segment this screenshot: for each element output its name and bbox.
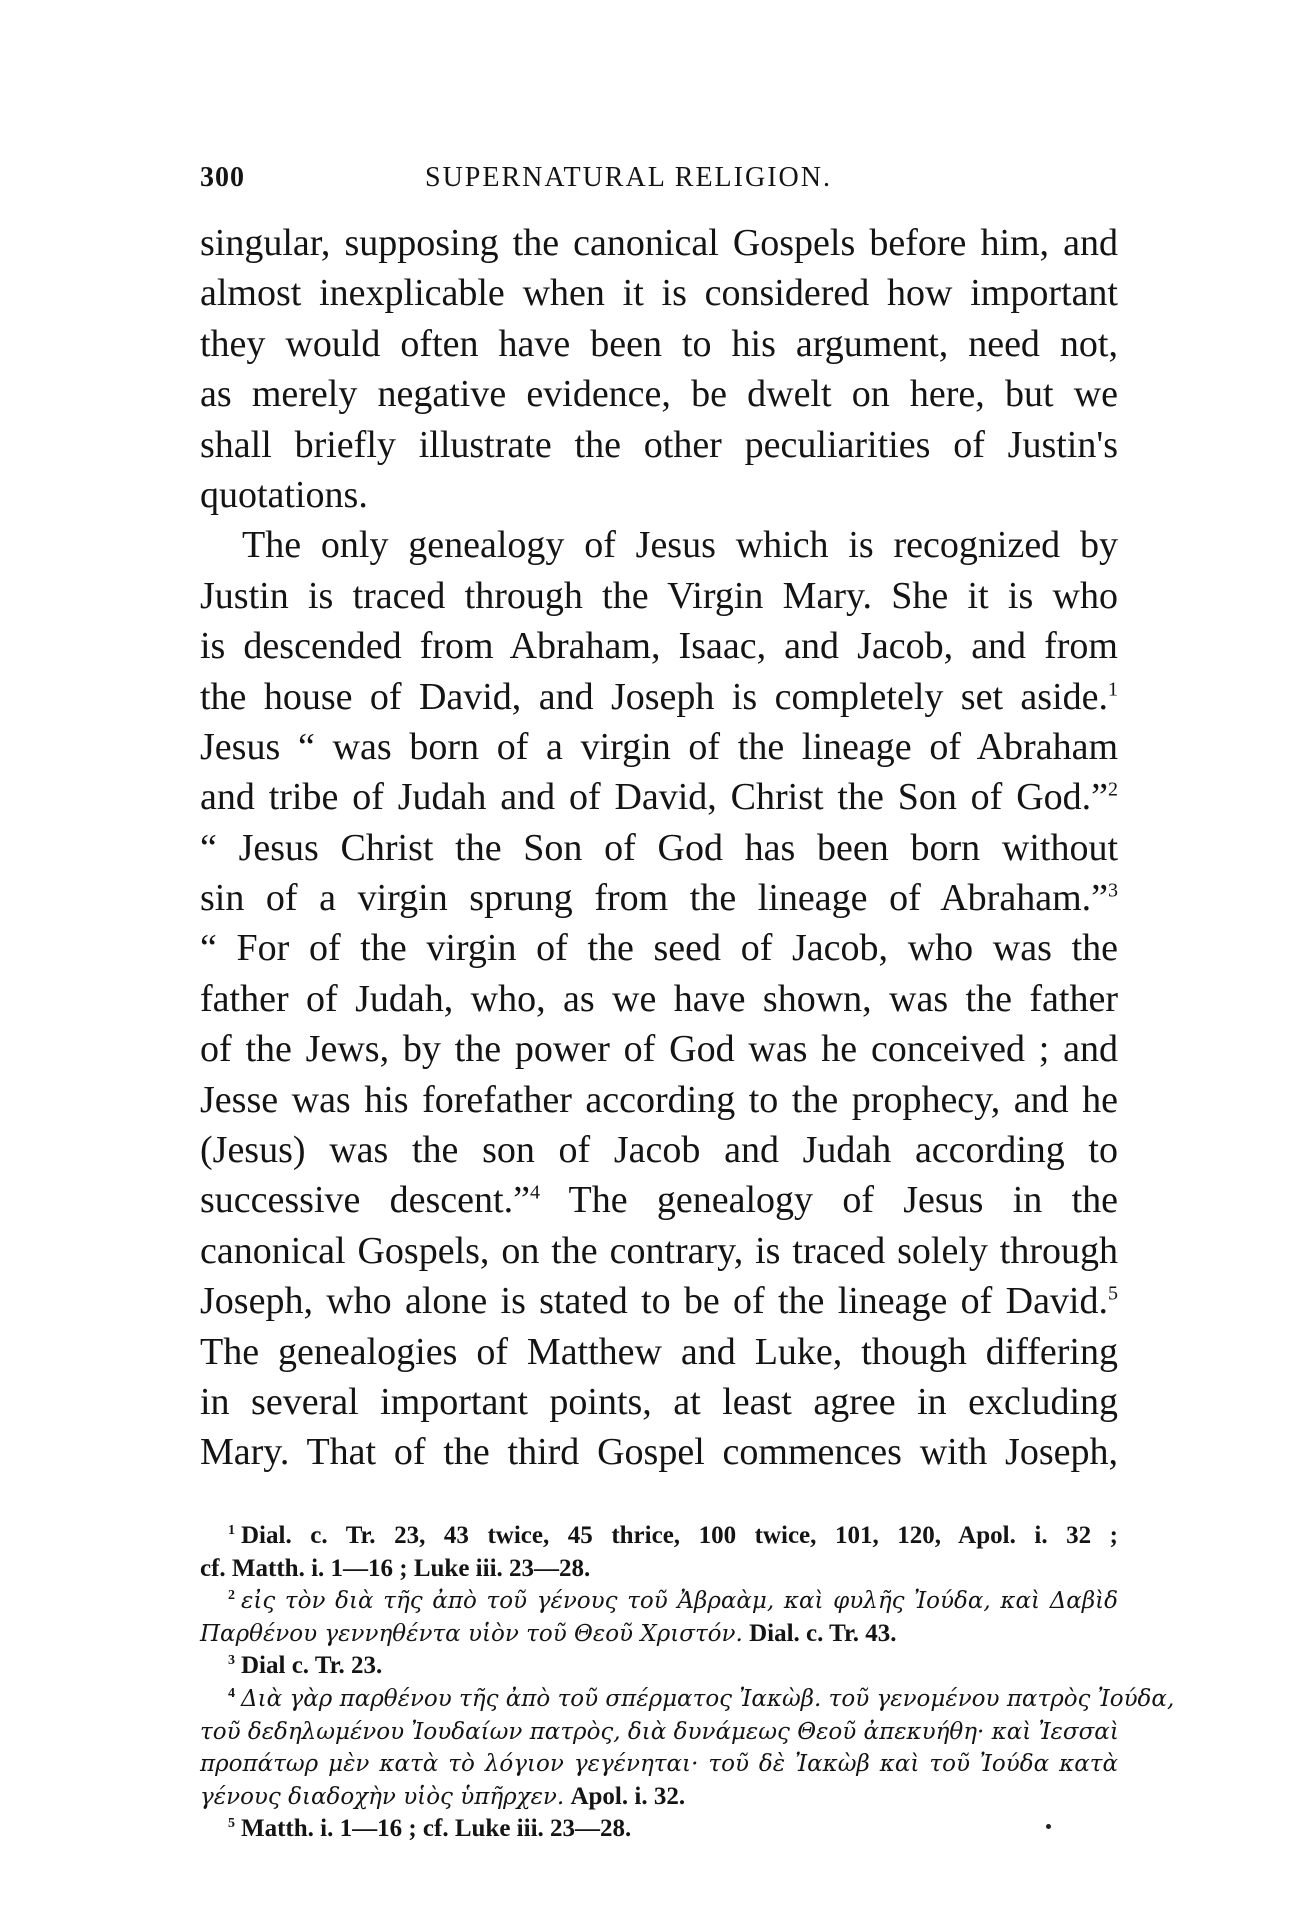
- footnote-mark: 4: [228, 1685, 235, 1701]
- footnotes: [200, 1520, 1175, 1846]
- footnote-greek-text: γένους διαδοχὴν υἱὸς ὑπῆρχεν.: [200, 1783, 565, 1810]
- text-line: quotations.: [200, 473, 368, 516]
- footnote-4-cont: [200, 1748, 1118, 1781]
- footnote-4: [200, 1683, 1175, 1716]
- text-line: canonical Gospels, on the contrary, is traced solely through: [200, 1229, 1118, 1272]
- footnote-mark: 2: [228, 1587, 235, 1603]
- text-line: [200, 772, 1118, 822]
- text-line: The genealogies of Matthew and Luke, though differing: [200, 1330, 1118, 1373]
- line-text: sin of a virgin sprung from the lineage of Abraham.”: [200, 877, 1108, 920]
- page-number: 300: [200, 162, 245, 193]
- text-line: (Jesus) was the son of Jacob and Judah according to: [200, 1129, 1118, 1172]
- footnote-mark: 1: [228, 1522, 235, 1538]
- footnote-ref-5: 5: [1108, 1282, 1118, 1305]
- text-line: as merely negative evidence, be dwelt on here, but we: [200, 373, 1118, 416]
- footnote-3: [200, 1650, 1118, 1683]
- footnote-1: [200, 1520, 1118, 1553]
- text-line: [200, 1175, 1118, 1225]
- footnote-ref-text: Apol. i. 32.: [564, 1782, 686, 1810]
- text-line: singular, supposing the canonical Gospels before him, and: [200, 222, 1118, 264]
- text-line: father of Judah, who, as we have shown, was the father: [200, 977, 1118, 1020]
- text-line: “ Jesus Christ the Son of God has been born without: [200, 826, 1118, 869]
- footnote-text: Dial. c. Tr. 23, 43 twice, 45 thrice, 100 twice, 101, 120, Apol. i. 32 ;: [241, 1522, 1118, 1549]
- footnote-text: Matth. i. 1—16 ; cf. Luke iii. 23—28.: [241, 1815, 632, 1843]
- text-line: they would often have been to his argument, need not,: [200, 322, 1118, 365]
- footnote-ref-2: 2: [1108, 778, 1118, 801]
- text-line: Justin is traced through the Virgin Mary. She it is who: [200, 574, 1118, 617]
- text-line: Mary. That of the third Gospel commences with Joseph,: [200, 1431, 1118, 1474]
- footnote-greek-text: Διὰ γὰρ παρθένου τῆς ἀπὸ τοῦ σπέρματος Ἰακὼβ. τοῦ γενομένου πατρὸς Ἰούδα,: [241, 1685, 1175, 1712]
- text-line: Jesse was his forefather according to the prophecy, and he: [200, 1078, 1118, 1121]
- footnote-mark: 5: [228, 1816, 235, 1832]
- footnote-2: [200, 1585, 1118, 1618]
- text-line: in several important points, at least agree in excluding: [200, 1380, 1118, 1423]
- line-text: Joseph, who alone is stated to be of the lineage of David.: [200, 1280, 1108, 1323]
- text-line: [200, 672, 1118, 722]
- running-head: SUPERNATURAL RELIGION.: [425, 162, 832, 193]
- footnote-4-cont: [200, 1716, 1118, 1749]
- footnote-greek-text: Παρθένου γεννηθέντα υἱὸν τοῦ Θεοῦ Χριστόν.: [200, 1620, 743, 1647]
- line-text: The genealogy of Jesus in the: [539, 1179, 1118, 1222]
- footnote-5: [200, 1813, 1118, 1846]
- text-line: shall briefly illustrate the other peculiarities of Justin's: [200, 423, 1118, 466]
- text-line: “ For of the virgin of the seed of Jacob, who was the: [200, 927, 1118, 970]
- line-text: and tribe of Judah and of David, Christ the Son of God.”: [200, 776, 1108, 819]
- footnote-text: Dial c. Tr. 23.: [241, 1652, 383, 1680]
- footnote-ref-3: 3: [1108, 879, 1118, 902]
- line-text: successive descent.”: [200, 1179, 530, 1222]
- footnote-greek-text: τοῦ δεδηλωμένου Ἰουδαίων πατρὸς, διὰ δυνάμεως Θεοῦ ἀπεκυήθη· καὶ Ἰεσσαὶ: [200, 1718, 1119, 1745]
- page-header: [200, 162, 1120, 202]
- text-line: [200, 873, 1118, 923]
- text-line: [200, 1276, 1118, 1326]
- stray-dot-mark: [1046, 1824, 1051, 1829]
- text-line: is descended from Abraham, Isaac, and Jacob, and from: [200, 625, 1118, 668]
- footnote-greek-text: προπάτωρ μὲν κατὰ τὸ λόγιον γεγένηται· τοῦ δὲ Ἰακὼβ καὶ τοῦ Ἰούδα κατὰ: [200, 1751, 1118, 1778]
- footnote-ref-text: Dial. c. Tr. 43.: [742, 1619, 897, 1647]
- footnote-2-cont: [200, 1618, 1118, 1651]
- text-line: Jesus “ was born of a virgin of the lineage of Abraham: [200, 725, 1118, 768]
- footnote-4-cont: [200, 1781, 1118, 1814]
- footnote-ref-4: 4: [529, 1181, 540, 1204]
- footnote-mark: 3: [228, 1653, 235, 1669]
- body-text: [200, 218, 1118, 1478]
- text-line: of the Jews, by the power of God was he conceived ; and: [200, 1028, 1118, 1071]
- line-text: the house of David, and Joseph is completely set aside.: [200, 675, 1108, 718]
- footnote-1-cont: cf. Matth. i. 1—16 ; Luke iii. 23—28.: [200, 1554, 591, 1582]
- text-line: The only genealogy of Jesus which is recognized by: [242, 524, 1118, 567]
- text-line: almost inexplicable when it is considered how important: [200, 272, 1118, 315]
- footnote-ref-1: 1: [1108, 677, 1118, 700]
- footnote-greek-text: εἰς τὸν διὰ τῆς ἀπὸ τοῦ γένους τοῦ Ἀβραὰμ, καὶ φυλῆς Ἰούδα, καὶ Δαβὶδ: [241, 1588, 1118, 1615]
